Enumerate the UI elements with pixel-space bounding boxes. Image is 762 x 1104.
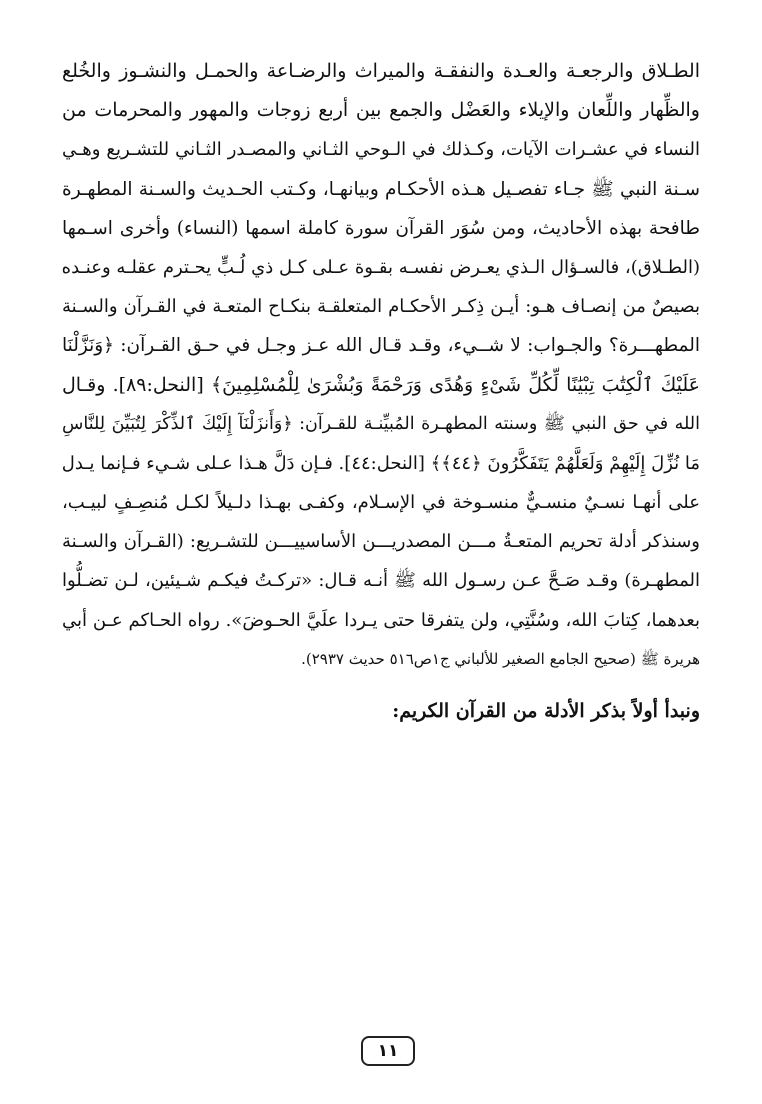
paragraph-line: المطهـرة) وقـد صَـحَّ عـن رسـول الله ﷺ أنـه قـال: «تركـتُ فيكـم شـيئين، لـن تضـلُّوا <box>62 570 700 592</box>
paragraph-line: المطهـــرة؟ والجـواب: لا شــيء، وقـد قـال الله عـز وجـل في حـق القـرآن: ﴿وَنَزَّلْنَا <box>62 335 700 357</box>
hadith-reference: هريرة ﷺ (صحيح الجامع الصغير للألباني ج١ص٥١٦ حديث ٢٩٣٧). <box>301 649 700 668</box>
section-heading: ونبدأ أولاً بذكر الأدلة من القرآن الكريم: <box>392 699 700 722</box>
paragraph-line: النساء في عشـرات الآيات، وكـذلك في الـوحي الثـاني والمصـدر الثـاني للتشـريع وهـي <box>62 139 700 161</box>
paragraph-line: مَا نُزِّلَ إِلَيْهِمْ وَلَعَلَّهُمْ يَتَفَكَّرُونَ ﴿٤٤﴾﴾ [النحل:٤٤]. فـإن دَلَّ هـذا عـلى شـيء فـإنما يـدل <box>62 452 700 474</box>
paragraph-line: بعدهما، كِتابَ الله، وسُنَّتِي، ولن يتفرقا حتى يـردا علَيَّ الحـوضَ». رواه الحـاكم عـن أبي <box>62 609 700 631</box>
paragraph-line: (الطـلاق)، فالسـؤال الـذي يعـرض نفسـه بقـوة عـلى كـل ذي لُـبٍّ يحـترم عقلـه وعنـده <box>62 256 700 278</box>
paragraph-line: وسنذكر أدلة تحريم المتعـةُ مـــن المصدريـــن الأساسييـــن للتشـريع: (القـرآن والسـنة <box>62 531 700 553</box>
paragraph-line: طافحة بهذه الأحاديث، ومن سُوَر القرآن سورة كاملة اسمها (النساء) وأخرى اسـمها <box>62 217 700 239</box>
paragraph-line: والظِّهار واللِّعان والإيلاء والعَضْل والجمع بين أربع زوجات والمهور والمحرمات من <box>62 99 700 122</box>
paragraph-line: بصيصٌ من إنصـاف هـو: أيـن ذِكـر الأحكـام المتعلقـة بنكـاح المتعـة في القـرآن والسـنة <box>62 296 700 318</box>
paragraph-line: سـنة النبي ﷺ جـاء تفصـيل هـذه الأحكـام وبيانهـا، وكـتب الحـديث والسـنة المطهـرة <box>62 178 700 200</box>
page-content <box>62 52 700 722</box>
page-number: ١١ <box>361 1036 415 1066</box>
paragraph-line: عَلَيْكَ ٱلْكِتَٰبَ تِبْيَٰنًا لِّكُلِّ شَىْءٍ وَهُدًى وَرَحْمَةً وَبُشْرَىٰ لِلْمُسْلِمِينَ﴾ [النحل:٨٩]. وقـال <box>62 373 700 396</box>
paragraph-line: على أنهـا نسـيٌ منسـيٌّ منسـوخة في الإسـلام، وكفـى بهـذا دلـيلاً لكـل مُنصِـفٍ لبيـب، <box>62 492 700 514</box>
paragraph-line: الطـلاق والرجعـة والعـدة والنفقـة والميراث والرضـاعة والحمـل والنشـوز والخُلع <box>62 60 700 82</box>
paragraph-line: الله في حق النبي ﷺ وسنته المطهـرة المُبيِّنـة للقـرآن: ﴿وَأَنزَلْنَآ إِلَيْكَ ٱلذِّكْرَ لِتُبَيِّنَ لِلنَّاسِ <box>62 413 700 434</box>
main-paragraph <box>62 52 700 640</box>
